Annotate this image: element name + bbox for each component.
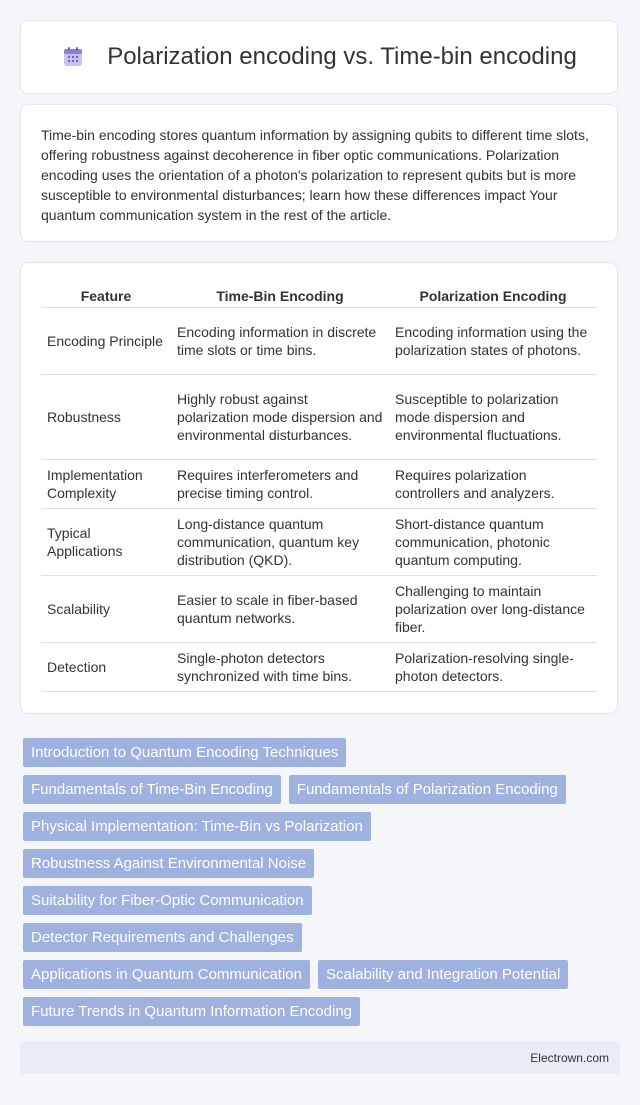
tag-link[interactable]: Future Trends in Quantum Information Encoding	[23, 997, 360, 1026]
title-card	[20, 20, 618, 94]
table-cell: Easier to scale in fiber-based quantum networks.	[171, 576, 389, 643]
table-row	[41, 509, 597, 576]
topic-tags	[23, 738, 613, 1034]
tag-row	[23, 812, 613, 841]
tag-row	[23, 886, 613, 915]
tag-link[interactable]: Fundamentals of Polarization Encoding	[289, 775, 566, 804]
table-cell: Encoding Principle	[41, 308, 171, 375]
table-cell: Long-distance quantum communication, quantum key distribution (QKD).	[171, 509, 389, 576]
table-cell: Encoding information in discrete time slots or time bins.	[171, 308, 389, 375]
comparison-table-card	[20, 262, 618, 714]
table-cell: Requires polarization controllers and analyzers.	[389, 460, 597, 509]
table-cell: Susceptible to polarization mode dispersion and environmental fluctuations.	[389, 375, 597, 460]
tag-link[interactable]: Fundamentals of Time-Bin Encoding	[23, 775, 281, 804]
tag-link[interactable]: Applications in Quantum Communication	[23, 960, 310, 989]
table-cell: Short-distance quantum communication, photonic quantum computing.	[389, 509, 597, 576]
table-row	[41, 308, 597, 375]
tag-link[interactable]: Introduction to Quantum Encoding Techniques	[23, 738, 346, 767]
table-cell: Robustness	[41, 375, 171, 460]
footer	[20, 1041, 620, 1074]
tag-row	[23, 849, 613, 878]
table-header-row	[41, 281, 597, 308]
table-row	[41, 375, 597, 460]
comparison-table	[41, 281, 597, 692]
tag-link[interactable]: Detector Requirements and Challenges	[23, 923, 302, 952]
table-cell: Detection	[41, 643, 171, 692]
table-header-cell: Polarization Encoding	[389, 281, 597, 308]
footer-site-link[interactable]: Electrown.com	[530, 1050, 609, 1065]
table-row	[41, 643, 597, 692]
table-cell: Typical Applications	[41, 509, 171, 576]
tag-row	[23, 997, 613, 1026]
tag-row	[23, 738, 613, 767]
table-header-cell: Feature	[41, 281, 171, 308]
table-cell: Scalability	[41, 576, 171, 643]
tag-link[interactable]: Physical Implementation: Time-Bin vs Polarization	[23, 812, 371, 841]
intro-paragraph: Time-bin encoding stores quantum information by assigning qubits to different time slots, offering robustness against decoherence in fiber optic communications. Polarization encoding uses the orientation of a photon's polarization to represent qubits but is more susceptible to environmental disturbances; learn how these differences impact Your quantum communication system in the rest of the article.	[41, 127, 589, 223]
table-cell: Implementation Complexity	[41, 460, 171, 509]
calendar-icon	[61, 45, 85, 69]
table-row	[41, 576, 597, 643]
table-cell: Highly robust against polarization mode dispersion and environmental disturbances.	[171, 375, 389, 460]
tag-row	[23, 923, 613, 952]
table-cell: Single-photon detectors synchronized with time bins.	[171, 643, 389, 692]
table-cell: Challenging to maintain polarization over long-distance fiber.	[389, 576, 597, 643]
page-title: Polarization encoding vs. Time-bin encoding	[107, 43, 577, 70]
tag-link[interactable]: Scalability and Integration Potential	[318, 960, 568, 989]
table-cell: Polarization-resolving single-photon detectors.	[389, 643, 597, 692]
intro-card	[20, 104, 618, 242]
tag-row	[23, 960, 613, 989]
table-header-cell: Time-Bin Encoding	[171, 281, 389, 308]
table-row	[41, 460, 597, 509]
tag-link[interactable]: Robustness Against Environmental Noise	[23, 849, 314, 878]
tag-link[interactable]: Suitability for Fiber-Optic Communication	[23, 886, 312, 915]
table-cell: Encoding information using the polarization states of photons.	[389, 308, 597, 375]
table-cell: Requires interferometers and precise timing control.	[171, 460, 389, 509]
tag-row	[23, 775, 613, 804]
